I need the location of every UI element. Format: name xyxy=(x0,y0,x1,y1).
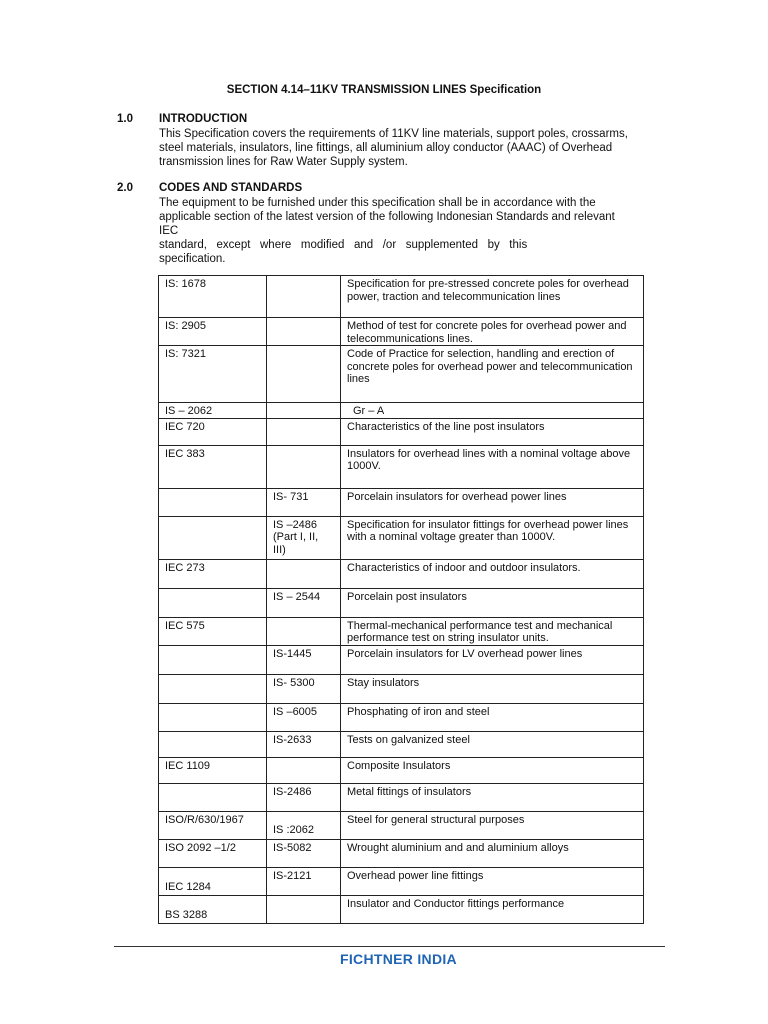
table-row xyxy=(159,318,644,346)
standard-description-cell: Porcelain insulators for LV overhead power lines xyxy=(341,645,644,674)
standard-ref-cell xyxy=(267,895,341,923)
standard-code-cell: IS – 2062 xyxy=(159,403,267,419)
standard-code-cell: BS 3288 xyxy=(159,895,267,923)
standard-code-cell: IS: 2905 xyxy=(159,318,267,346)
standard-ref-cell: IS-2633 xyxy=(267,731,341,757)
standard-description-cell: Metal fittings of insulators xyxy=(341,783,644,811)
standard-code-cell: IS: 1678 xyxy=(159,276,267,318)
standard-code-cell xyxy=(159,783,267,811)
paragraph-line: specification. xyxy=(159,253,226,265)
standard-description-cell: Gr – A xyxy=(341,403,644,419)
section-heading-codes: CODES AND STANDARDS xyxy=(159,182,303,194)
table-row xyxy=(159,418,644,445)
standard-code-cell xyxy=(159,488,267,516)
standard-code-cell: IEC 383 xyxy=(159,445,267,488)
table-row xyxy=(159,588,644,617)
standard-description-cell: Porcelain insulators for overhead power lines xyxy=(341,488,644,516)
introduction-paragraph xyxy=(159,127,656,169)
footer-divider xyxy=(114,946,665,947)
table-row xyxy=(159,731,644,757)
paragraph-line: transmission lines for Raw Water Supply system. xyxy=(159,156,408,168)
table-row xyxy=(159,703,644,731)
standard-ref-cell xyxy=(267,403,341,419)
codes-paragraph xyxy=(159,196,656,266)
standard-description-cell: Tests on galvanized steel xyxy=(341,731,644,757)
standard-code-cell: ISO 2092 –1/2 xyxy=(159,839,267,867)
standard-description-cell: Steel for general structural purposes xyxy=(341,811,644,839)
standard-description-cell: Characteristics of indoor and outdoor insulators. xyxy=(341,559,644,588)
standard-description-cell: Insulators for overhead lines with a nominal voltage above 1000V. xyxy=(341,445,644,488)
standard-description-cell: Porcelain post insulators xyxy=(341,588,644,617)
table-row xyxy=(159,839,644,867)
standard-code-cell xyxy=(159,645,267,674)
standard-ref-cell: IS –6005 xyxy=(267,703,341,731)
section-number-codes: 2.0 xyxy=(117,182,133,194)
standard-description-cell: Phosphating of iron and steel xyxy=(341,703,644,731)
standard-description-cell: Method of test for concrete poles for overhead power and telecommunications lines. xyxy=(341,318,644,346)
standard-code-cell: IEC 720 xyxy=(159,418,267,445)
standard-description-cell: Overhead power line fittings xyxy=(341,867,644,895)
table-row xyxy=(159,867,644,895)
standard-ref-cell xyxy=(267,418,341,445)
standard-ref-cell xyxy=(267,318,341,346)
table-row xyxy=(159,811,644,839)
standard-description-cell: Composite Insulators xyxy=(341,757,644,783)
standard-ref-cell: IS :2062 xyxy=(267,811,341,839)
table-row xyxy=(159,783,644,811)
table-row xyxy=(159,645,644,674)
table-row xyxy=(159,516,644,559)
standards-table xyxy=(158,275,644,924)
paragraph-line: applicable section of the latest version of the following Indonesian Standards and relevant xyxy=(159,211,615,223)
standard-code-cell: ISO/R/630/1967 xyxy=(159,811,267,839)
standard-code-cell xyxy=(159,674,267,703)
standard-ref-cell: IS-2486 xyxy=(267,783,341,811)
table-row xyxy=(159,276,644,318)
standard-description-cell: Specification for insulator fittings for overhead power lines with a nominal voltage greater than 1000V. xyxy=(341,516,644,559)
standard-ref-cell xyxy=(267,617,341,645)
paragraph-line: steel materials, insulators, line fittings, all aluminium alloy conductor (AAAC) of Overhead xyxy=(159,142,613,154)
paragraph-line: IEC xyxy=(159,225,179,237)
section-heading-introduction: INTRODUCTION xyxy=(159,113,248,125)
table-row xyxy=(159,403,644,419)
table-row xyxy=(159,488,644,516)
standard-code-cell xyxy=(159,731,267,757)
standard-description-cell: Specification for pre-stressed concrete poles for overhead power, traction and telecommunication lines xyxy=(341,276,644,318)
paragraph-line: This Specification covers the requirements of 11KV line materials, support poles, crossarms, xyxy=(159,128,628,140)
standard-code-cell xyxy=(159,703,267,731)
paragraph-line: The equipment to be furnished under this specification shall be in accordance with the xyxy=(159,197,596,209)
table-row xyxy=(159,757,644,783)
table-row xyxy=(159,895,644,923)
standard-code-cell xyxy=(159,588,267,617)
table-row xyxy=(159,559,644,588)
standard-ref-cell: IS- 5300 xyxy=(267,674,341,703)
standard-ref-cell: IS-2121 xyxy=(267,867,341,895)
footer-brand: FICHTNER INDIA xyxy=(340,951,457,967)
paragraph-line: standard, except where modified and /or supplemented by this xyxy=(159,239,528,251)
table-row xyxy=(159,617,644,645)
standard-ref-cell xyxy=(267,757,341,783)
document-title: SECTION 4.14–11KV TRANSMISSION LINES Specification xyxy=(226,84,542,96)
table-row xyxy=(159,346,644,403)
standard-description-cell: Characteristics of the line post insulators xyxy=(341,418,644,445)
table-row xyxy=(159,674,644,703)
table-row xyxy=(159,445,644,488)
standard-ref-cell: IS-1445 xyxy=(267,645,341,674)
standard-ref-cell xyxy=(267,559,341,588)
standard-description-cell: Wrought aluminium and and aluminium alloys xyxy=(341,839,644,867)
section-number-introduction: 1.0 xyxy=(117,113,133,125)
standard-ref-cell: IS-5082 xyxy=(267,839,341,867)
standard-ref-cell xyxy=(267,445,341,488)
standard-ref-cell: IS- 731 xyxy=(267,488,341,516)
standard-description-cell: Stay insulators xyxy=(341,674,644,703)
standard-code-cell: IEC 1109 xyxy=(159,757,267,783)
standard-ref-cell xyxy=(267,276,341,318)
standard-code-cell: IEC 273 xyxy=(159,559,267,588)
standard-code-cell: IEC 1284 xyxy=(159,867,267,895)
standard-code-cell xyxy=(159,516,267,559)
standard-code-cell: IEC 575 xyxy=(159,617,267,645)
standard-code-cell: IS: 7321 xyxy=(159,346,267,403)
standard-description-cell: Insulator and Conductor fittings performance xyxy=(341,895,644,923)
standard-ref-cell: IS – 2544 xyxy=(267,588,341,617)
standard-ref-cell: IS –2486 (Part I, II, III) xyxy=(267,516,341,559)
standard-description-cell: Thermal-mechanical performance test and mechanical performance test on string insulator units. xyxy=(341,617,644,645)
standard-description-cell: Code of Practice for selection, handling and erection of concrete poles for overhead power and telecommunication lines xyxy=(341,346,644,403)
standard-ref-cell xyxy=(267,346,341,403)
